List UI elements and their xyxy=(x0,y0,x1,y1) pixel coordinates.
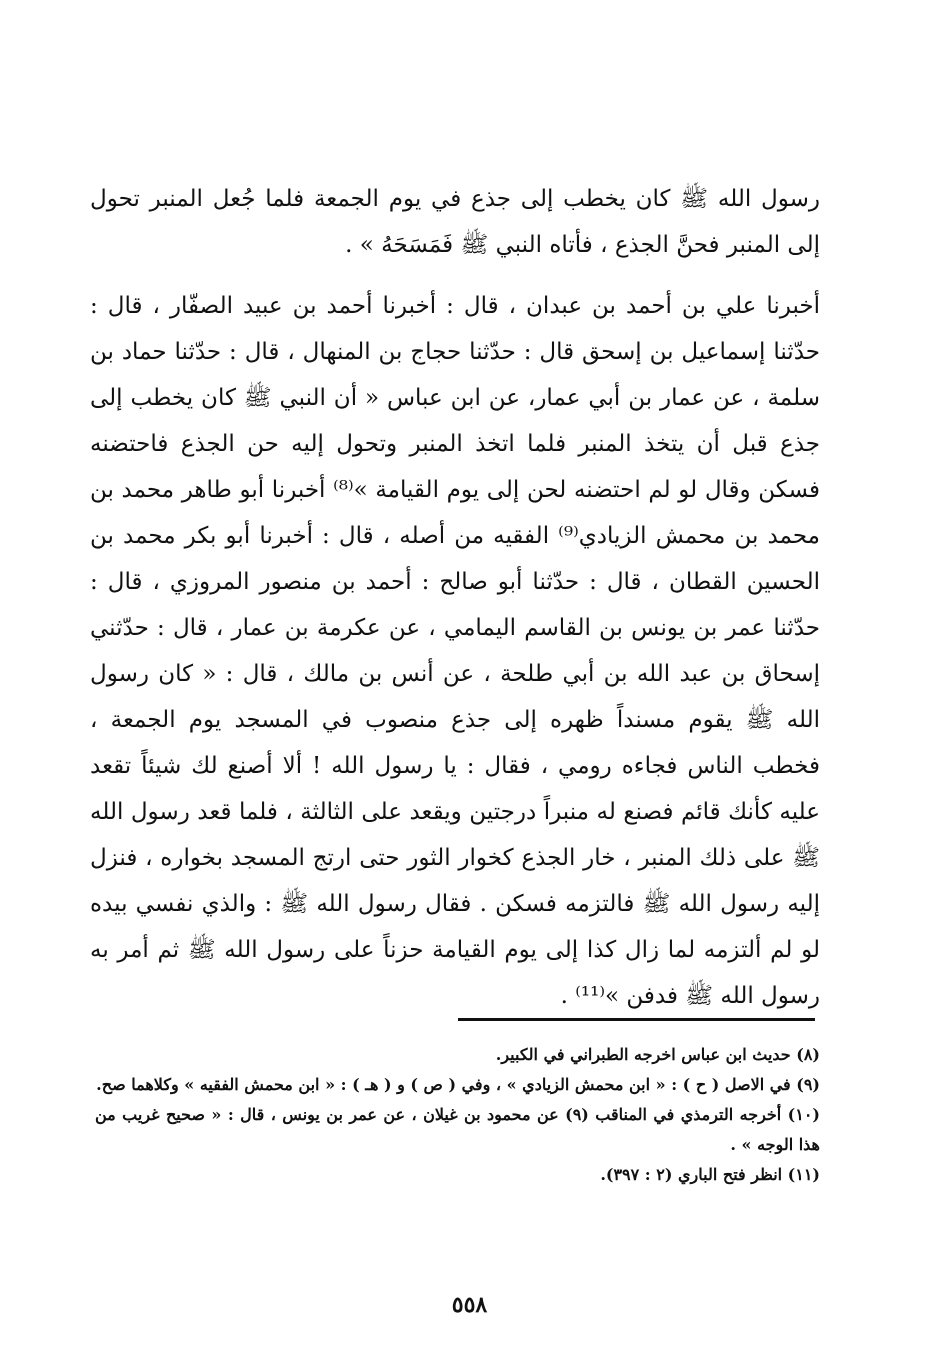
footnote-separator xyxy=(458,1018,815,1021)
footnote-10: (١٠) أخرجه الترمذي في المناقب (٩) عن محمود بن غيلان ، عن عمر بن يونس ، قال : « صحيح غريب من هذا الوجه » . xyxy=(95,1105,820,1154)
footnote-11: (١١) انظر فتح الباري (٢ : ٣٩٧). xyxy=(600,1165,820,1184)
body-paragraph-1: رسول الله ﷺ كان يخطب إلى جذع في يوم الجمعة فلما جُعل المنبر تحول إلى المنبر فحنَّ الجذع ، فأتاه النبي ﷺ فَمَسَحَهُ » . xyxy=(90,186,820,258)
body-paragraph-2: أخبرنا علي بن أحمد بن عبدان ، قال : أخبرنا أحمد بن عبيد الصفّار ، قال : حدّثنا إسماعيل بن إسحق قال : حدّثنا حجاج بن المنهال ، قال : حدّثنا حماد بن سلمة ، عن عمار بن أبي عمار، عن ابن عباس « أن النبي ﷺ كان يخطب إلى جذع قبل أن يتخذ المنبر فلما اتخذ المنبر وتحول إليه حن الجذع فاحتضنه فسكن وقال لو لم احتضنه لحن إلى يوم القيامة »⁽⁸⁾ أخبرنا أبو طاهر محمد بن محمد بن محمش الزيادي⁽⁹⁾ الفقيه من أصله ، قال : أخبرنا أبو بكر محمد بن الحسين القطان ، قال : حدّثنا أبو صالح : أحمد بن منصور المروزي ، قال : حدّثنا عمر بن يونس بن القاسم اليمامي ، عن عكرمة بن عمار ، قال : حدّثني إسحاق بن عبد الله بن أبي طلحة ، عن أنس بن مالك ، قال : « كان رسول الله ﷺ يقوم مسنداً ظهره إلى جذع منصوب في المسجد يوم الجمعة ، فخطب الناس فجاءه رومي ، فقال : يا رسول الله ! ألا أصنع لك شيئاً تقعد عليه كأنك قائم فصنع له منبراً درجتين ويقعد على الثالثة ، فلما قعد رسول الله ﷺ على ذلك المنبر ، خار الجذع كخوار الثور حتى ارتج المسجد بخواره ، فنزل إليه رسول الله ﷺ فالتزمه فسكن . فقال رسول الله ﷺ : والذي نفسي بيده لو لم ألتزمه لما زال كذا إلى يوم القيامة حزناً على رسول الله ﷺ ثم أمر به رسول الله ﷺ فدفن »⁽¹¹⁾ . xyxy=(90,293,821,1009)
footnote-9: (٩) في الاصل ( ح ) : « ابن محمش الزيادي » ، وفي ( ص ) و ( هـ ) : « ابن محمش الفقيه » وكلاهما صح. xyxy=(96,1075,820,1094)
footnote-8: (٨) حديث ابن عباس اخرجه الطبراني في الكبير. xyxy=(495,1045,820,1064)
footnotes xyxy=(95,1040,820,1190)
page-number: ٥٥٨ xyxy=(451,1292,488,1318)
